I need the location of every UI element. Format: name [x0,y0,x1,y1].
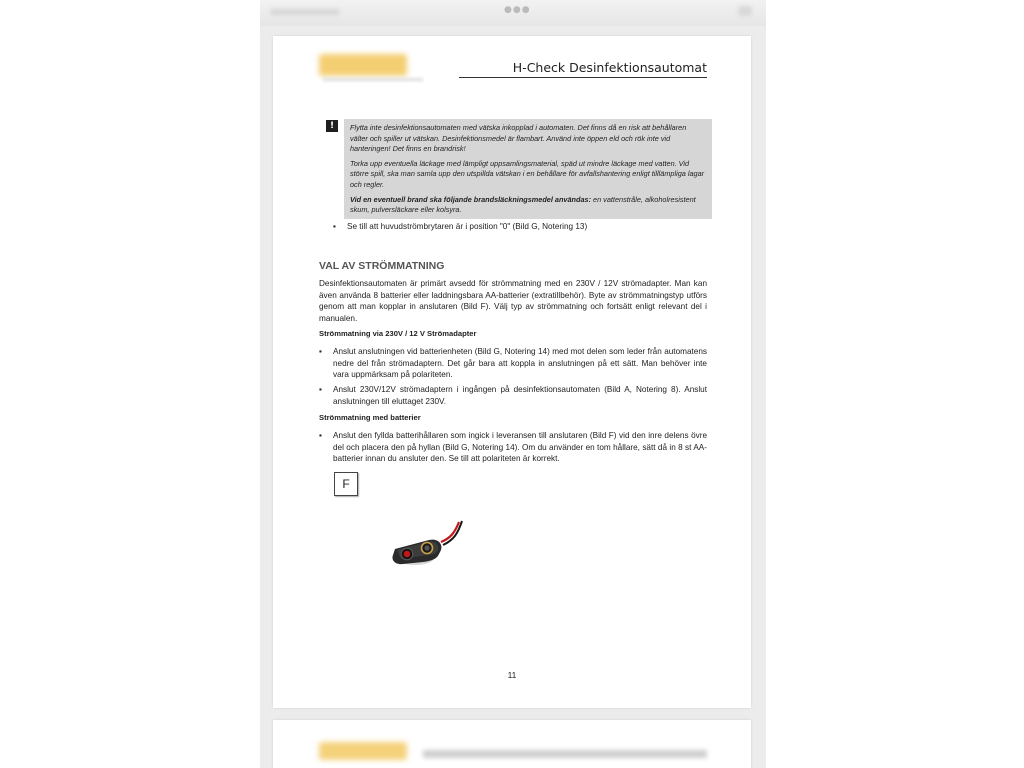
warning-box [344,119,712,219]
warning-icon: ! [326,120,338,132]
toolbar-blurred-icon [738,6,752,16]
viewer-toolbar [260,0,766,26]
warning-fire-tail: en vattenstråle, alkoholresistent skum, pulversläckare eller kolsyra. [350,194,696,215]
more-options-icon[interactable]: ●●● [504,5,531,15]
header-rule [459,77,707,78]
warning-paragraph: Torka upp eventuella läckage med lämpligt uppsamlingsmaterial, späd ut mindre läckage med vatten. Vid större spill, ska man samla upp den utspillda vätskan i en behållare för avfallshantering enligt tilllämpliga lagar och regler. [350,158,705,189]
bullet-icon: ▪ [319,347,322,356]
logo-underline [323,78,423,81]
company-logo [319,54,407,76]
header-title-blurred [423,750,707,758]
section-heading: VAL AV STRÖMMATNING [319,260,445,272]
warning-fire-paragraph [350,195,706,216]
warning-fire-lead: Vid en eventuell brand ska följande brandsläckningsmedel användas: [350,194,592,204]
bullet-icon: ▪ [333,222,336,231]
figure-label: F [334,472,358,496]
intro-paragraph: Desinfektionsautomaten är primärt avsedd för strömmatning med en 230V / 12V strömadapter. Man kan även använda 8 batterier eller laddningsbara AA-batterier (extratillbehör). Byte av strömmatningstyp utförs genom att man kopplar in anslutaren (Bild F). Välj typ av strömmatning och fortsätt enligt relevant del i manualen. [319,279,707,324]
bullet-text: Se till att huvudströmbrytaren är i position "0" (Bild G, Notering 13) [347,222,588,231]
document-viewer[interactable] [260,0,766,768]
subsection-heading: Strömmatning med batterier [319,413,421,422]
subsection-heading: Strömmatning via 230V / 12 V Strömadapter [319,329,477,338]
bullet-text: Anslut den fyllda batterihållaren som ingick i leveransen till anslutaren (Bild F) vid den inre delens övre del och placera den på hyllan (Bild G, Notering 14). Om du använder en tom hållare, sätt då in 8 st AA-batterier innan du ansluter den. Se till att polariteten är korrekt. [333,431,707,464]
document-page [273,36,751,708]
next-page-preview [273,720,751,768]
bullet-text: Anslut anslutningen vid batterienheten (Bild G, Notering 14) med mot delen som leder från automatens nedre del från strömadaptern. Det går bara att koppla in anslutningen på ett sätt. Man behöver inte vara uppmärksam på polariteten. [333,347,707,380]
warning-paragraph: Flytta inte desinfektionsautomaten med vätska inkopplad i automaten. Det finns då en risk att behållaren välter och spiller ut vätskan. Desinfektionsmedel är flambart. Använd inte öppen eld och rök inte vid hanteringen! Det finns en brandrisk! [350,123,687,154]
bullet-icon: ▪ [319,431,322,440]
bullet-text: Anslut 230V/12V strömadaptern i ingången på desinfektionsautomaten (Bild A, Notering 8). Anslut anslutningen till eluttaget 230V. [333,385,707,406]
company-logo [319,742,407,760]
toolbar-blurred-controls [270,9,340,15]
bullet-icon: ▪ [319,385,322,394]
page-number: 11 [507,670,517,680]
page-header-title: H-Check Desinfektionsautomat [512,60,707,75]
battery-connector-image [385,514,475,570]
